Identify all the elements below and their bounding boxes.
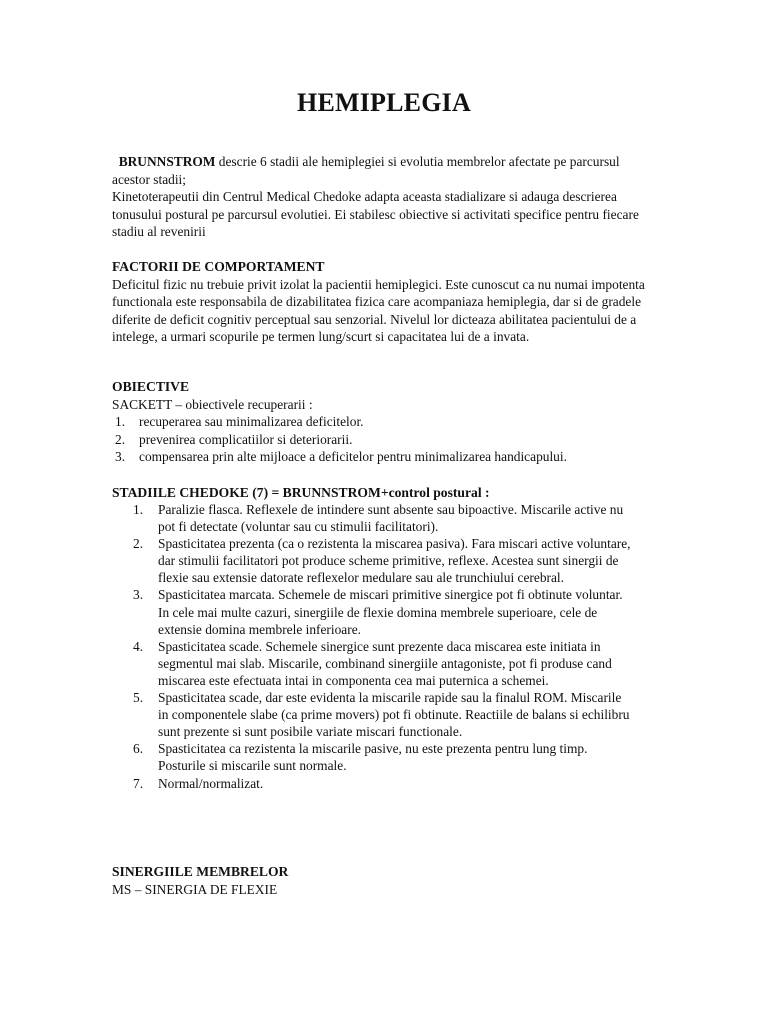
list-item <box>133 775 633 792</box>
list-item-number: 5. <box>133 690 144 706</box>
obiective-section <box>112 378 660 466</box>
list-item <box>112 413 660 431</box>
list-item-number: 6. <box>133 741 144 757</box>
list-item <box>112 431 660 449</box>
list-item-text: Spasticitatea scade. Schemele sinergice sunt prezente daca miscarea este initiata in segmentul mai slab. Miscarile, combinand sinergiile antagoniste, pot fi produse cand miscarea este efectuata intai in componenta cea mai puternica a schemei. <box>158 638 612 688</box>
list-item-text: Normal/normalizat. <box>158 775 264 791</box>
list-item-number: 7. <box>133 775 144 791</box>
list-item-text: compensarea prin alte mijloace a deficitelor pentru minimalizarea handicapului. <box>139 449 567 465</box>
list-item <box>133 740 633 774</box>
list-item-text: Paralizie flasca. Reflexele de intindere sunt absente sau bipoactive. Miscarile active nu pot fi detectate (voluntar sau cu stimulii facilitatori). <box>158 502 624 535</box>
obiective-subheading: SACKETT – obiectivele recuperarii : <box>112 396 313 412</box>
list-item-text: Spasticitatea scade, dar este evidenta la miscarile rapide sau la finalul ROM. Miscarile in componentele slabe (ca prime movers) pot fi obtinute. Reactiile de balans si echilibru sunt prezente si sunt posibile variate miscari functionale. <box>158 690 630 740</box>
intro-second-paragraph: Kinetoterapeutii din Centrul Medical Chedoke adapta aceasta stadializare si adauga descrierea tonusului postural pe parcursul evolutiei. Ei stabilesc obiective si activitati specifice pentru fiecare stadiu al revenirii <box>112 189 639 240</box>
list-item <box>112 448 660 466</box>
intro-section <box>112 153 660 241</box>
list-item <box>133 689 633 740</box>
factori-heading: FACTORII DE COMPORTAMENT <box>112 259 325 274</box>
list-item-number: 2. <box>133 536 144 552</box>
list-item <box>133 535 633 586</box>
sinergii-heading: SINERGIILE MEMBRELOR <box>112 864 289 879</box>
list-item-text: prevenirea complicatiilor si deteriorarii. <box>139 431 353 447</box>
stadii-list <box>133 501 633 792</box>
list-item-number: 4. <box>133 638 144 654</box>
list-item-number: 1. <box>133 502 144 517</box>
intro-paragraph <box>112 153 660 188</box>
sinergii-section <box>112 863 660 898</box>
list-item-text: Spasticitatea prezenta (ca o rezistenta la miscarea pasiva). Fara miscari active voluntare, dar stimulii facilitatori pot produce scheme primitive, reflexe. Acestea sunt sinergii de flexie sau extensie datorate reflexelor medulare sau ale trunchiului cerebral. <box>158 536 631 586</box>
sinergii-subheading: MS – SINERGIA DE FLEXIE <box>112 881 278 897</box>
obiective-heading: OBIECTIVE <box>112 379 190 394</box>
list-item-text: Spasticitatea marcata. Schemele de miscari primitive sinergice pot fi obtinute voluntar. In cele mai multe cazuri, sinergiile de flexie domina membrele superioare, cele de extensie domina membrele inferioare. <box>158 587 623 637</box>
list-item-number: 2. <box>115 431 126 447</box>
intro-lead-text: descrie 6 stadii ale hemiplegiei si evolutia membrelor afectate pe parcursul acestor stadii; <box>112 154 620 187</box>
list-item-number: 1. <box>115 414 126 430</box>
list-item-text: Spasticitatea ca rezistenta la miscarile pasive, nu este prezenta pentru lung timp. Posturile si miscarile sunt normale. <box>158 741 588 774</box>
document-title: HEMIPLEGIA <box>297 88 471 117</box>
list-item-number: 3. <box>133 587 144 603</box>
list-item <box>133 586 633 637</box>
list-item-text: recuperarea sau minimalizarea deficitelor. <box>139 414 364 430</box>
stadii-heading: STADIILE CHEDOKE (7) = BRUNNSTROM+control postural : <box>112 485 490 500</box>
factori-paragraph: Deficitul fizic nu trebuie privit izolat la pacientii hemiplegici. Este cunoscut ca nu numai impotenta functionala este responsabila de dizabilitatea fizica care acompaniaza hemiplegia, dar si de gradele diferite de deficit cognitiv perceptual sau senzorial. Nivelul lor dicteaza abilitatea pacientului de a intelege, a urmari scopurile pe termen lung/scurt si capacitatea lui de a invata. <box>112 276 645 345</box>
obiective-list <box>112 413 660 466</box>
factori-section <box>112 258 660 346</box>
stadii-section <box>112 484 660 502</box>
brunnstrom-label: BRUNNSTROM <box>118 154 216 169</box>
list-item <box>133 501 633 535</box>
list-item <box>133 638 633 689</box>
list-item-number: 3. <box>115 449 126 465</box>
